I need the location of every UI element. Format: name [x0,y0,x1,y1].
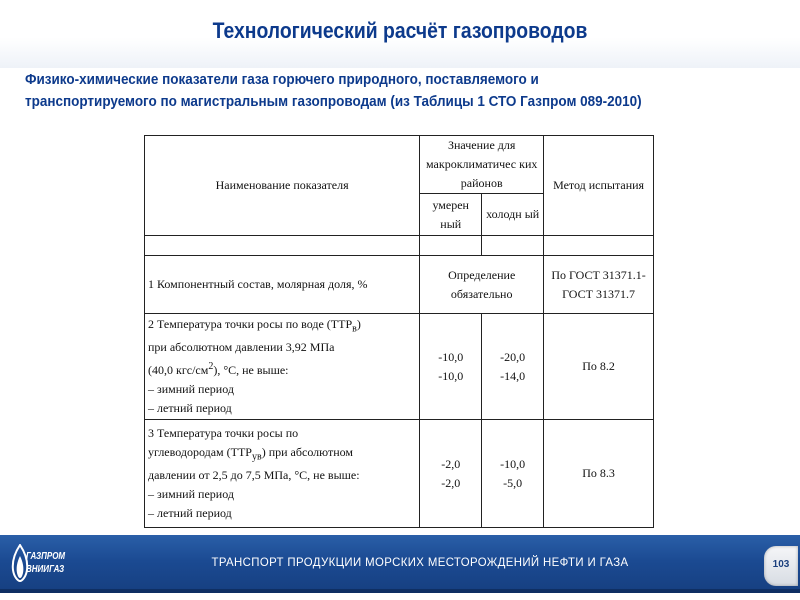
company-logo [6,540,72,590]
row2-cold: -20,0 -14,0 [482,314,544,420]
row2-name: 2 Температура точки росы по воде $(ТТР_в)$ при абсолютном давлении 3,92 МПа (40,0 кгс/$см^2$), °С, не выше: – зимний период – летний период [145,314,420,420]
row2-method: По 8.2 [544,314,654,420]
gas-parameters-table [144,135,654,528]
slide-title: Технологический расчёт газопроводов [212,18,588,43]
table-empty-row [145,236,654,256]
row3-moderate: -2,0 -2,0 [420,420,482,528]
header-moderate: умерен ный [420,194,482,236]
table-row [145,420,654,528]
page-number-badge [764,546,798,586]
table-header-row [145,136,654,194]
row1-value: Определение обязательно [420,256,544,314]
logo-text: ГАЗПРОМ ВНИИГАЗ [26,551,66,575]
page-number: 103 [772,559,790,570]
header-name: Наименование показателя [145,136,420,236]
row2-moderate: -10,0 -10,0 [420,314,482,420]
row1-method: По ГОСТ 31371.1-ГОСТ 31371.7 [544,256,654,314]
subtitle-line-2: транспортируемого по магистральным газопроводам (из Таблицы 1 СТО Газпром 089-2010) [25,94,642,110]
subtitle-line-1: Физико-химические показатели газа горючего природного, поставляемого и [25,72,539,88]
header-method: Метод испытания [544,136,654,236]
table-row [145,256,654,314]
row1-name: 1 Компонентный состав, молярная доля, % [145,256,420,314]
row3-name: 3 Температура точки росы по углеводородам $(ТТР_{ув})$ при абсолютном давлении от 2,5 до 7,5 МПа, °С, не выше: – зимний период – летний период [145,420,420,528]
slide-subtitle [25,69,741,113]
table-row [145,314,654,420]
row3-cold: -10,0 -5,0 [482,420,544,528]
header-cold: холодн ый [482,194,544,236]
header-value-group: Значение для макроклиматичес ких районов [420,136,544,194]
row3-method: По 8.3 [544,420,654,528]
footer-caption: ТРАНСПОРТ ПРОДУКЦИИ МОРСКИХ МЕСТОРОЖДЕНИЙ НЕФТИ И ГАЗА [211,555,629,569]
